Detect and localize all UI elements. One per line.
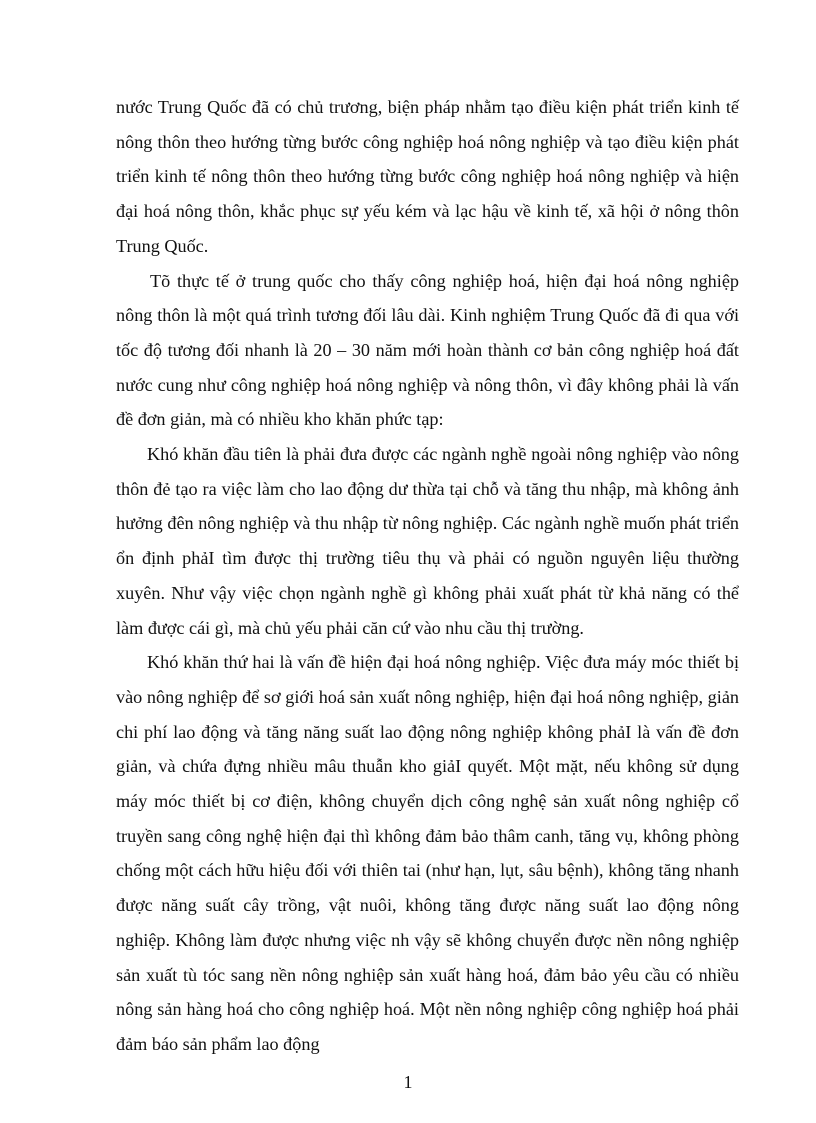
paragraph-first-difficulty: Khó khăn đầu tiên là phải đưa được các ngành nghề ngoài nông nghiệp vào nông thôn đẻ tạo ra việc làm cho lao động dư thừa tại chỗ và tăng thu nhập, mà không ảnh hưởng đên nông nghiệp và thu nhập từ nông nghiệp. Các ngành nghề muốn phát triển ổn định phảI tìm được thị trường tiêu thụ và phải có nguồn nguyên liệu thường xuyên. Như vậy việc chọn ngành nghề gì không phải xuất phát từ khả năng có thể làm được cái gì, mà chủ yếu phải căn cứ vào nhu cầu thị trường. — [116, 444, 739, 638]
paragraph-second-difficulty: Khó khăn thứ hai là vấn đề hiện đại hoá nông nghiệp. Việc đưa máy móc thiết bị vào nông nghiệp để sơ giới hoá sản xuất nông nghiệp, hiện đại hoá nông nghiệp, giản chi phí lao động và tăng năng suất lao động nông nghiệp không phảI là vấn đề đơn giản, và chứa đựng nhiều mâu thuẫn kho giảI quyết. Một mặt, nếu không sử dụng máy móc thiết bị cơ điện, không chuyển dịch công nghệ sản xuất nông nghiệp cổ truyền sang công nghệ hiện đại thì không đảm bảo thâm canh, tăng vụ, không phòng chống một cách hữu hiệu đối với thiên tai (như hạn, lụt, sâu bệnh), không tăng nhanh được năng suất cây trồng, vật nuôi, không tăng được năng suất lao động nông nghiệp. Không làm được nhưng việc nh vậy sẽ không chuyển được nền nông nghiệp sản xuất tù tóc sang nền nông nghiệp sản xuất hàng hoá, đảm bảo yêu cầu có nhiều nông sản hàng hoá cho công nghiệp hoá. Một nền nông nghiệp công nghiệp hoá phải đảm báo sản phẩm lao động — [116, 652, 739, 1054]
paragraph-continuation: nước Trung Quốc đã có chủ trương, biện pháp nhằm tạo điều kiện phát triển kinh tế nông thôn theo hướng từng bước công nghiệp hoá nông nghiệp và tạo điều kiện phát triển kinh tế nông thôn theo hướng từng bước công nghiệp hoá nông nghiệp và hiện đại hoá nông thôn, khắc phục sự yếu kém và lạc hậu về kinh tế, xã hội ở nông thôn Trung Quốc. — [116, 97, 739, 256]
paragraph-experience: Tõ thực tế ở trung quốc cho thấy công nghiệp hoá, hiện đại hoá nông nghiệp nông thôn là một quá trình tương đối lâu dài. Kinh nghiệm Trung Quốc đã đi qua với tốc độ tương đối nhanh là 20 – 30 năm mới hoàn thành cơ bản công nghiệp hoá đất nước cung như công nghiệp hoá nông nghiệp và nông thôn, vì đây không phải là vấn đề đơn giản, mà có nhiều kho khăn phức tạp: — [116, 270, 739, 430]
page-number: 1 — [403, 1072, 413, 1092]
body-text — [116, 90, 739, 1062]
